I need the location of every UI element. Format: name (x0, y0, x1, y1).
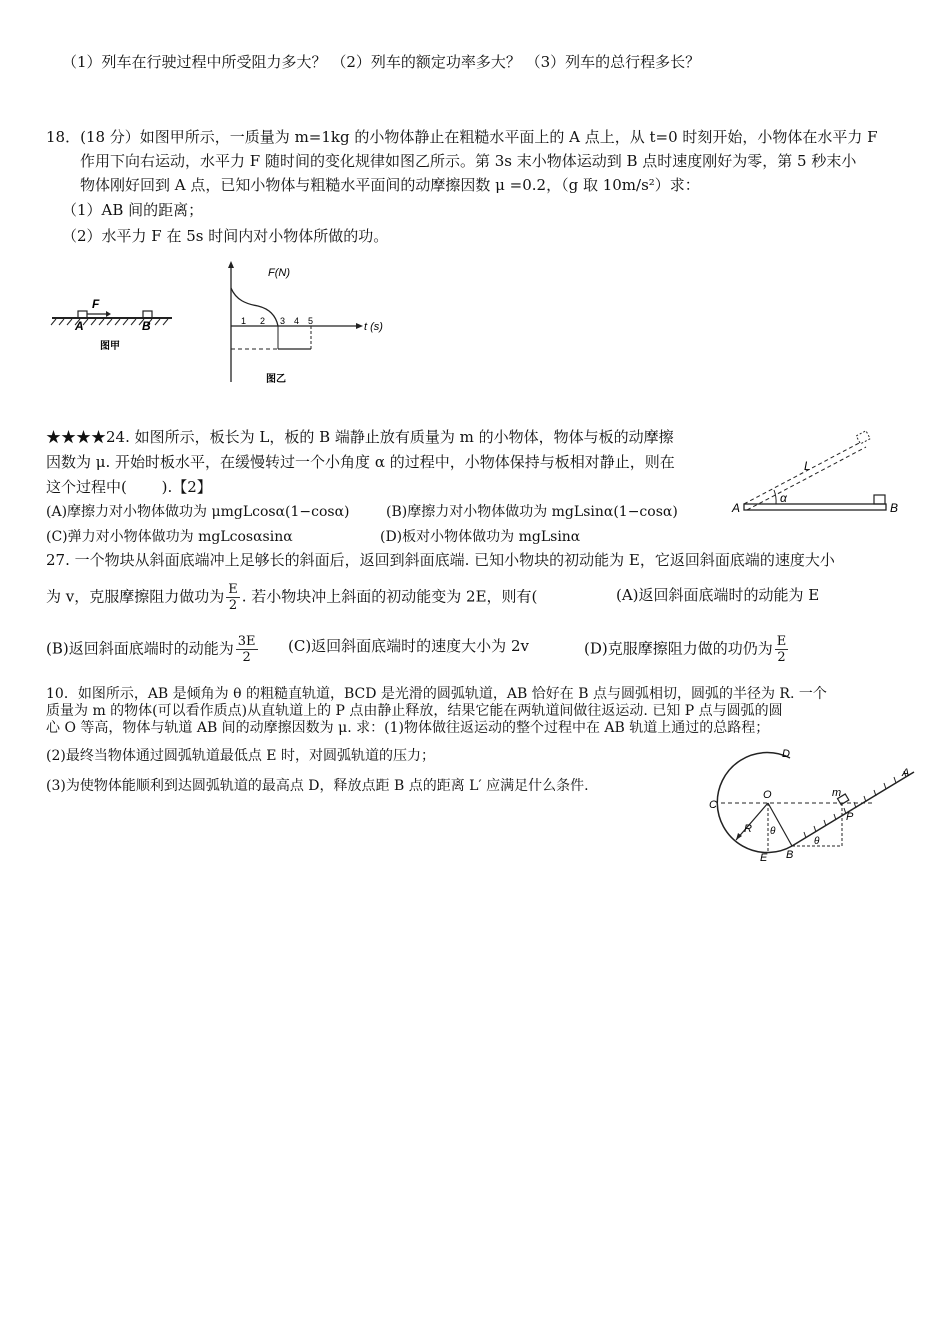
label-r: R (744, 823, 752, 835)
q18-sub-1: （1）AB 间的距离； (62, 201, 204, 219)
frac-denominator: 2 (242, 650, 251, 665)
q27-option-c: (C)返回斜面底端时的速度大小为 2v (288, 637, 529, 655)
q24-line-2: 因数为 μ. 开始时板水平，在缓慢转过一个小角度 α 的过程中，小物体保持与板相对静止，则在 (46, 453, 675, 471)
q24-option-a: (A)摩擦力对小物体做功为 μmgLcosα(1−cosα) (46, 504, 350, 520)
label-alpha: α (780, 491, 787, 505)
q24-figure (728, 428, 908, 518)
q27-option-b (46, 634, 260, 665)
q27-line-2-end: . 若小物块冲上斜面的初动能变为 2E，则有( (241, 587, 538, 606)
q10-figure (706, 748, 916, 864)
q27-option-d (584, 634, 790, 665)
radius-ob (768, 803, 792, 846)
tilted-board (744, 442, 861, 504)
q24-option-d: (D)板对小物体做功为 mgLsinα (380, 529, 581, 545)
block-a (78, 311, 87, 318)
label-b: B (890, 501, 899, 515)
q27-frac-e-over-2-d (775, 634, 789, 665)
caption-yi: 图乙 (266, 374, 286, 385)
tick-5: 5 (308, 316, 314, 326)
q27-option-a: (A)返回斜面底端时的动能为 E (616, 586, 820, 604)
label-b: B (786, 849, 794, 861)
frac-denominator: 2 (777, 650, 786, 665)
q18-figure-yi (208, 258, 383, 388)
q27-line-1: 27. 一个物块从斜面底端冲上足够长的斜面后，返回到斜面底端. 已知小物块的初动能为 E，它返回斜面底端的速度大小 (46, 551, 835, 569)
label-a: A (732, 501, 741, 515)
point-a-label: A (75, 319, 84, 333)
q27-line-2-start: 为 v，克服摩擦阻力做功为 (46, 587, 225, 606)
q10-line-1: 10．如图所示，AB 是倾角为 θ 的粗糙直轨道，BCD 是光滑的圆弧轨道，AB 恰好在 B 点与圆弧相切，圆弧的半径为 R. 一个 (46, 686, 827, 702)
q24-line-1: ★★★★24. 如图所示，板长为 L，板的 B 端静止放有质量为 m 的小物体，物体与板的动摩擦 (46, 428, 674, 446)
x-axis-label: t (s) (364, 321, 383, 333)
frac-numerator: 3E (237, 634, 256, 649)
label-l: L (804, 459, 811, 473)
q18-line-1: 18．(18 分）如图甲所示，一质量为 m=1kg 的小物体静止在粗糙水平面上的 A 点上，从 t=0 时刻开始，小物体在水平力 F (46, 128, 878, 146)
q27-option-d-text: (D)克服摩擦阻力做的功仍为 (584, 639, 773, 658)
q27-frac-3e-over-2 (236, 634, 258, 665)
block (874, 495, 885, 504)
label-theta-incline: θ (814, 836, 820, 847)
frac-numerator: E (228, 582, 238, 597)
frac-denominator: 2 (228, 598, 238, 613)
label-c: C (709, 799, 717, 811)
label-e: E (760, 852, 768, 864)
q10-line-3: 心 O 等高，物体与轨道 AB 间的动摩擦因数为 μ. 求：(1)物体做往返运动的整个过程中在 AB 轨道上通过的总路程； (46, 720, 770, 736)
tilted-block (856, 431, 870, 444)
horizontal-board (744, 504, 886, 510)
q24-line-3: 这个过程中( ).【2】 (46, 478, 212, 496)
q17-subquestions: （1）列车在行驶过程中所受阻力多大？ （2）列车的额定功率多大？ （3）列车的总行程多长？ (62, 53, 701, 71)
q18-line-3: 物体刚好回到 A 点，已知小物体与粗糙水平面间的动摩擦因数 μ =0.2，（g 取 10m/s²）求： (80, 176, 700, 194)
point-b-label: B (142, 319, 151, 333)
label-p: P (846, 811, 854, 823)
q27-frac-e-over-2 (226, 582, 240, 613)
label-m: m (832, 787, 842, 799)
label-d: D (782, 748, 790, 760)
q10-line-2: 质量为 m 的物体(可以看作质点)从直轨道上的 P 点由静止释放，结果它能在两轨道间做往返运动. 已知 P 点与圆弧的圆 (46, 703, 783, 719)
q18-sub-2: （2）水平力 F 在 5s 时间内对小物体所做的功。 (62, 227, 389, 245)
caption-jia: 图甲 (100, 341, 120, 352)
q27-option-b-text: (B)返回斜面底端时的动能为 (46, 639, 234, 658)
q24-option-c: (C)弹力对小物体做功为 mgLcosαsinα (46, 529, 293, 545)
block-b (143, 311, 152, 318)
q24-option-b: (B)摩擦力对小物体做功为 mgLsinα(1−cosα) (386, 504, 678, 520)
label-theta-center: θ (770, 826, 776, 837)
q27-line-2 (46, 582, 537, 613)
frac-numerator: E (776, 634, 787, 649)
force-label: F (92, 297, 100, 311)
tick-4: 4 (294, 316, 300, 326)
q10-line-5: (3)为使物体能顺利到达圆弧轨道的最高点 D，释放点距 B 点的距离 L′ 应满足什么条件. (46, 778, 589, 794)
q18-figure-jia (48, 292, 178, 354)
tick-3: 3 (280, 316, 286, 326)
y-axis-label: F(N) (268, 267, 290, 279)
force-curve (231, 288, 278, 326)
q10-line-4: (2)最终当物体通过圆弧轨道最低点 E 时，对圆弧轨道的压力； (46, 748, 435, 764)
label-a: A (902, 767, 910, 779)
tick-1: 1 (241, 316, 247, 326)
label-o: O (763, 789, 772, 801)
radius-r (736, 803, 768, 840)
q18-line-2: 作用下向右运动，水平力 F 随时间的变化规律如图乙所示。第 3s 末小物体运动到 B 点时速度刚好为零，第 5 秒末小 (80, 152, 857, 170)
tick-2: 2 (260, 316, 266, 326)
